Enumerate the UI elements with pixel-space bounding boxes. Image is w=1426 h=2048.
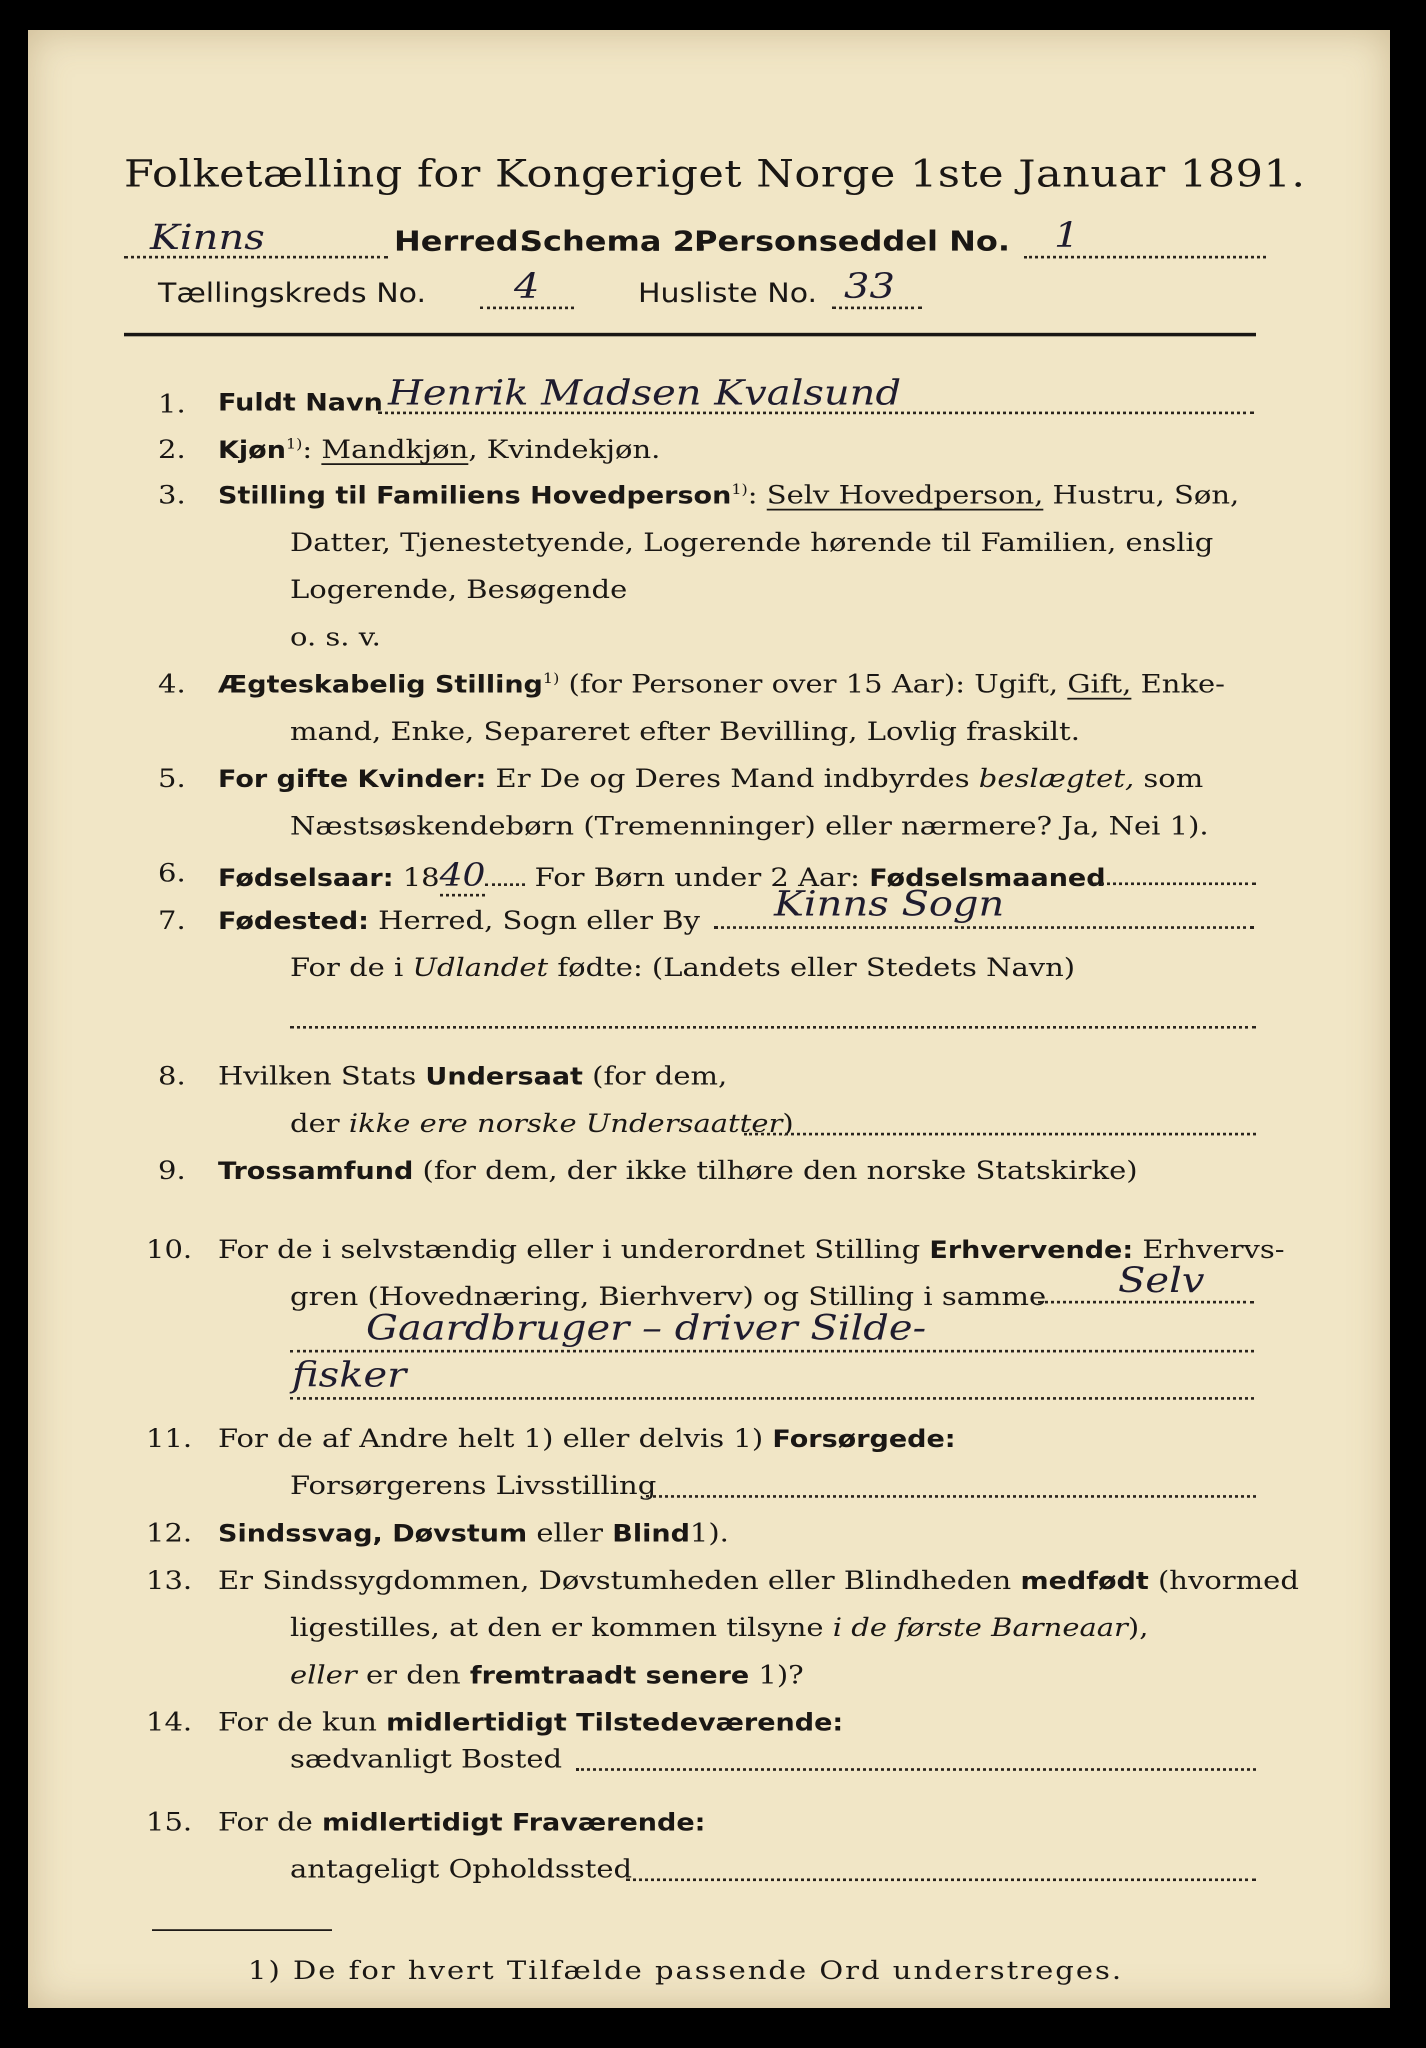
q3-number: 3. [158,479,186,510]
header-rule [124,333,1256,337]
q3-sup: 1) [731,481,748,498]
husliste-field [832,266,924,311]
occupation-value-3: fisker [292,1355,407,1396]
citizenship-field [744,1133,1256,1136]
q13-line3a: er den [365,1659,461,1690]
birth-month-field [1094,882,1256,885]
footnote-rule [152,1929,332,1931]
q15-label: midlertidigt Fraværende: [322,1809,706,1837]
q15-text: For de [218,1806,313,1837]
q5-label: For gifte Kvinder: [218,766,487,794]
q3-label: Stilling til Familiens Hovedperson [218,482,732,510]
q13-label: medfødt [1020,1567,1149,1595]
personseddel-value: 1 [1054,215,1080,256]
q4-line2: mand, Enke, Separeret efter Bevilling, Lovlig fraskilt. [290,716,1080,746]
q6-label2: Fødselsmaaned [869,864,1106,893]
occupation-value-1: Selv [1118,1260,1205,1301]
q9-label: Trossamfund [218,1158,414,1186]
birthplace-field [714,884,1256,930]
q13-line1 [218,1565,1299,1595]
q7-line2 [290,952,1075,982]
occupation-field-1 [1038,1260,1256,1306]
probable-residence-field [626,1878,1256,1881]
q2-number: 2. [158,434,186,465]
q8-number: 8. [158,1061,186,1091]
kreds-value: 4 [514,266,540,307]
q11-number: 11. [146,1423,193,1454]
q13-line2-italic: i de første Barneaar [832,1612,1128,1643]
q7-line2b: fødte: (Landets eller Stedets Navn) [557,952,1076,983]
q2-option-male: Mandkjøn [321,434,469,465]
birth-year-value: 40 [440,858,486,897]
q2-label: Kjøn [218,436,286,465]
q3-rest: Hustru, Søn, [1052,479,1240,510]
q11-label: Forsørgede: [772,1425,956,1454]
q4-label: Ægteskabelig Stilling [218,671,543,699]
q8-line2: der ikke ere norske Undersaatter) [290,1108,794,1139]
q13-line3 [290,1660,804,1690]
q6-prefix: 18 [402,862,440,893]
q4-text1: (for Personer over 15 Aar): Ugift, [568,668,1059,699]
q10-text2: Erhvervs- [1142,1234,1285,1265]
q11-line2: Forsørgerens Livsstilling [290,1470,657,1501]
q12-text: eller [536,1517,604,1548]
q10-number: 10. [146,1234,193,1265]
q3-line2: Datter, Tjenestetyende, Logerende hørende til Familien, enslig [290,527,1214,557]
q4-number: 4. [158,668,186,699]
q4-text2: Enke- [1140,668,1225,699]
q4-selected: Gift, [1067,668,1132,699]
q9-text: (for dem, der ikke tilhøre den norske Statskirke) [422,1155,1138,1186]
occupation-value-2: Gaardbruger – driver Silde- [366,1307,927,1349]
q10-label: Erhvervende: [929,1236,1134,1265]
q2-sup: 1) [285,435,303,453]
foreign-birthplace-field [290,1026,1256,1029]
kreds-label: Tællingskreds No. [158,278,426,310]
q5-line2: Næstsøskendebørn (Tremenninger) eller nærmere? Ja, Nei 1). [290,810,1209,841]
q4-sup: 1) [542,670,560,687]
q12-end: 1). [689,1517,729,1548]
q5-text2: som [1143,763,1204,794]
occupation-field-2 [290,1307,1256,1355]
q2-option-female: Kvindekjøn. [486,434,661,465]
q8-line2-italic: ikke ere norske Undersaatter [348,1108,783,1139]
q5-line1 [218,763,1203,793]
q5-number: 5. [158,763,186,794]
q13-line2a: ligestilles, at den er kommen tilsyne [290,1612,824,1643]
q12-label: Sindssvag, Døvstum [218,1520,528,1548]
q13-line3-end: 1)? [758,1659,804,1690]
q15-line2: antageligt Opholdssted [290,1853,633,1884]
kreds-field [480,266,576,311]
q7-label: Fødested: [218,907,369,935]
q1-number: 1. [158,388,186,419]
provider-occupation-field [646,1495,1256,1498]
birthplace-value: Kinns Sogn [774,884,1005,925]
q7-line2a: For de i [290,952,404,983]
husliste-value: 33 [844,266,895,307]
q8-text2: (for dem, [592,1061,728,1091]
q14-text: For de kun [218,1706,377,1737]
form-title: Folketælling for Kongeriget Norge 1ste Januar 1891. [124,152,1306,197]
q15-line1 [218,1807,705,1837]
q14-line2: sædvanligt Bosted [290,1743,563,1774]
herred-value: Kinns [150,217,265,258]
q7-line1 [218,905,700,935]
q3-selected: Selv Hovedperson, [766,479,1044,510]
form-content [28,30,1390,2008]
q5-italic: beslægtet, [978,763,1135,794]
q7-number: 7. [158,905,186,935]
q13-line2: ligestilles, at den er kommen tilsyne i de første Barneaar), [290,1612,1149,1643]
herred-field [124,217,392,259]
q8-text1: Hvilken Stats [218,1061,417,1091]
husliste-label: Husliste No. [638,278,818,310]
q6-text: For Børn under 2 Aar: [534,862,860,893]
schema-label: Schema 2. [520,224,707,258]
q13-line3-italic: eller [290,1659,357,1690]
q1-label: Fuldt Navn [218,389,383,417]
q9-line [218,1156,1138,1186]
full-name-field [378,373,1256,417]
herred-label: Herred. [394,224,531,258]
q12-line [218,1518,729,1548]
q7-text: Herred, Sogn eller By [378,905,700,935]
q4-line1 [218,669,1225,699]
q13-text2: (hvormed [1157,1565,1299,1595]
q7-line2-italic: Udlandet [412,952,549,983]
census-form [28,30,1390,2008]
q8-line2a: der [290,1108,340,1139]
personseddel-field [1024,215,1266,259]
q3-line1: Stilling til Familiens Hovedperson$^{1)}$: Selv Hovedperson, Hustru, Søn, [218,479,1240,510]
q14-label: midlertidigt Tilstedeværende: [386,1709,844,1737]
occupation-field-3 [290,1355,1256,1402]
q9-number: 9. [158,1155,186,1186]
q3-line4: o. s. v. [290,621,381,652]
full-name-value: Henrik Madsen Kvalsund [388,373,902,414]
q13-text1: Er Sindssygdommen, Døvstumheden eller Blindheden [218,1565,1012,1595]
q14-number: 14. [146,1706,193,1737]
q11-line1 [218,1423,956,1453]
q3-line3: Logerende, Besøgende [290,574,628,605]
q11-text: For de af Andre helt 1) eller delvis 1) [218,1423,764,1454]
q14-line1 [218,1707,843,1737]
q13-number: 13. [146,1565,193,1595]
q2-line: Kjøn$^{1)}$: Mandkjøn, Kvindekjøn. [218,434,661,465]
q12-number: 12. [146,1517,193,1548]
q13-line3-bold: fremtraadt senere [469,1662,750,1690]
q8-line1 [218,1061,727,1091]
q12-label2: Blind [612,1520,690,1548]
q5-text1: Er De og Deres Mand indbyrdes [495,763,970,794]
q15-number: 15. [146,1806,193,1837]
q6-number: 6. [158,857,186,888]
q10-line2: gren (Hovednæring, Bierhverv) og Stilling i samme [290,1281,1047,1312]
personseddel-label: Personseddel No. [694,224,1011,258]
usual-residence-field [576,1768,1256,1771]
q6-label: Fødselsaar: [218,864,394,893]
footnote: 1) De for hvert Tilfælde passende Ord understreges. [248,1955,1124,1986]
q10-text1: For de i selvstændig eller i underordnet Stilling [218,1234,921,1265]
q8-label: Undersaat [425,1063,583,1091]
